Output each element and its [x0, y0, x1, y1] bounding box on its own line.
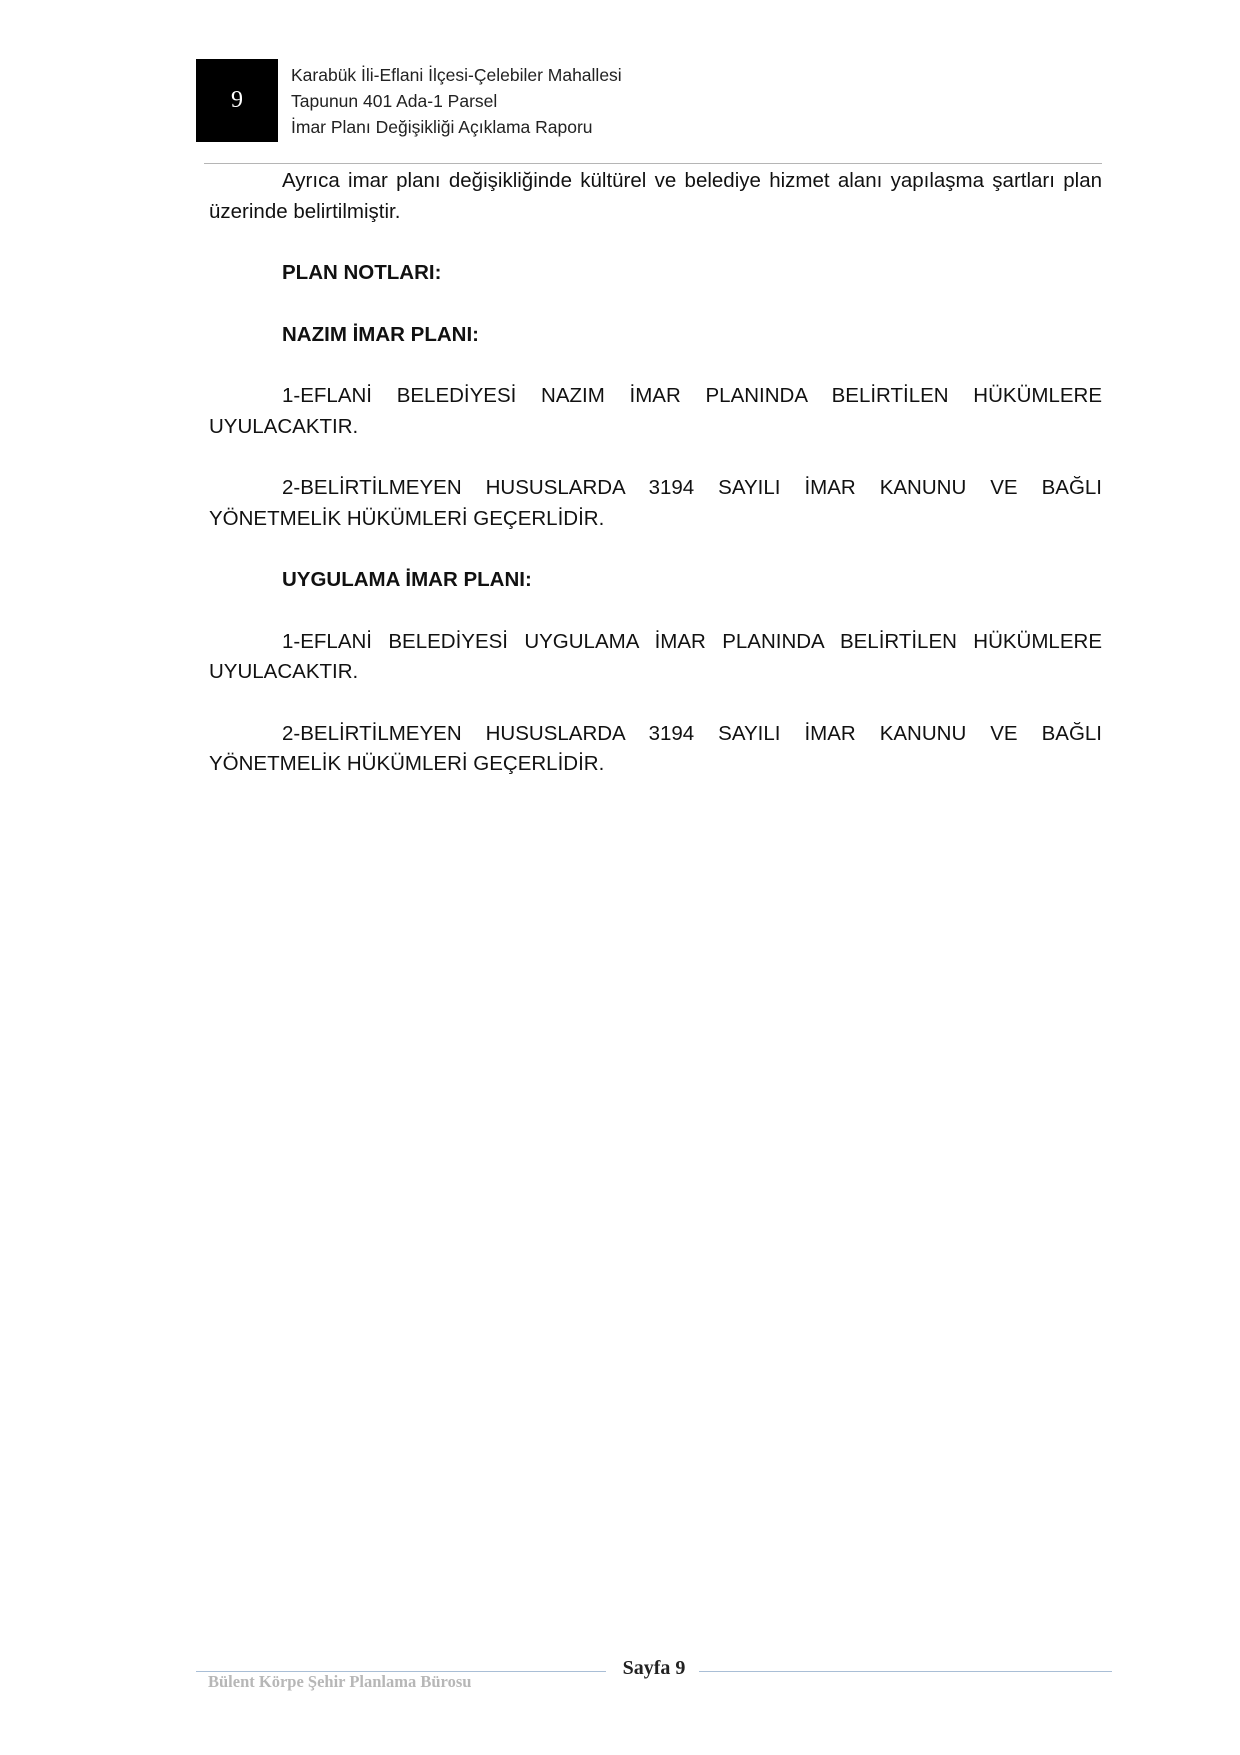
uygulama-note-2: 2-BELİRTİLMEYEN HUSUSLARDA 3194 SAYILI İMAR KANUNU VE BAĞLI YÖNETMELİK HÜKÜMLERİ GEÇERLİDİR. — [209, 721, 1102, 775]
footer-divider-right — [699, 1671, 1112, 1672]
intro-paragraph: Ayrıca imar planı değişikliğinde kültürel ve belediye hizmet alanı yapılaşma şartları plan üzerinde belirtilmiştir. — [209, 169, 1102, 223]
header-line-location: Karabük İli-Eflani İlçesi-Çelebiler Mahallesi — [291, 65, 622, 85]
nazim-note-1: 1-EFLANİ BELEDİYESİ NAZIM İMAR PLANINDA BELİRTİLEN HÜKÜMLERE UYULACAKTIR. — [209, 384, 1102, 438]
page-number: 9 — [231, 87, 243, 113]
uygulama-plan-heading: UYGULAMA İMAR PLANI: — [282, 568, 532, 591]
footer-page-label: Sayfa 9 — [622, 1657, 686, 1679]
plan-notes-heading: PLAN NOTLARI: — [282, 261, 442, 284]
uygulama-note-1: 1-EFLANİ BELEDİYESİ UYGULAMA İMAR PLANINDA BELİRTİLEN HÜKÜMLERE UYULACAKTIR. — [209, 629, 1102, 683]
header-divider — [204, 163, 1102, 164]
running-header — [291, 62, 622, 140]
header-line-parcel: Tapunun 401 Ada-1 Parsel — [291, 91, 498, 111]
footer-company-name: Bülent Körpe Şehir Planlama Bürosu — [208, 1672, 472, 1691]
page-number-box — [196, 59, 278, 142]
document-body — [209, 166, 1102, 811]
nazim-note-2: 2-BELİRTİLMEYEN HUSUSLARDA 3194 SAYILI İMAR KANUNU VE BAĞLI YÖNETMELİK HÜKÜMLERİ GEÇERLİDİR. — [209, 476, 1102, 530]
nazim-plan-heading: NAZIM İMAR PLANI: — [282, 322, 480, 346]
header-line-report-title: İmar Planı Değişikliği Açıklama Raporu — [291, 117, 593, 137]
